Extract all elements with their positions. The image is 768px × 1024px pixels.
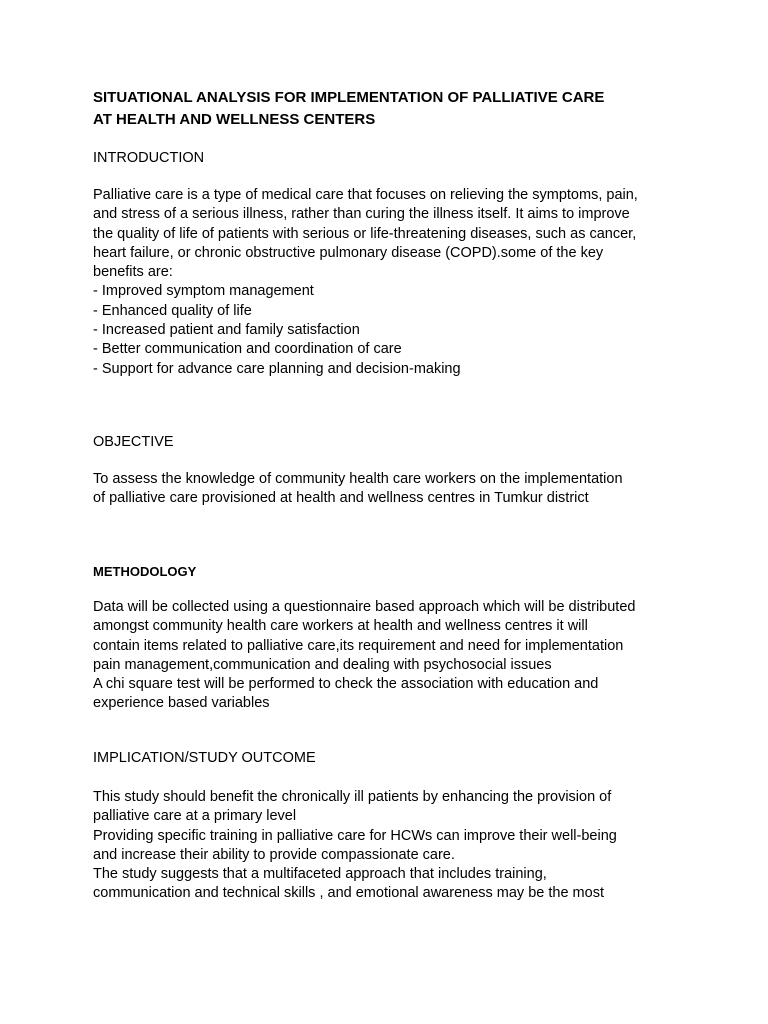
introduction-line: benefits are: — [93, 264, 173, 281]
methodology-line: amongst community health care workers at health and wellness centres it will — [93, 618, 588, 635]
introduction-line: the quality of life of patients with serious or life-threatening diseases, such as cancer, — [93, 225, 637, 242]
implication-line: and increase their ability to provide compassionate care. — [93, 846, 455, 863]
methodology-line: Data will be collected using a questionnaire based approach which will be distributed — [93, 599, 636, 615]
objective-line: To assess the knowledge of community health care workers on the implementation — [93, 471, 623, 487]
implication-line: Providing specific training in palliative care for HCWs can improve their well-being — [93, 827, 617, 844]
implication-heading: IMPLICATION/STUDY OUTCOME — [93, 750, 316, 766]
introduction-body — [93, 186, 693, 379]
implication-body — [93, 788, 693, 904]
methodology-heading: METHODOLOGY — [93, 564, 197, 579]
implication-line: palliative care at a primary level — [93, 808, 297, 825]
introduction-line: and stress of a serious illness, rather than curing the illness itself. It aims to improve — [93, 206, 630, 223]
title-line: AT HEALTH AND WELLNESS CENTERS — [93, 111, 376, 128]
benefit-list-item: - Increased patient and family satisfaction — [93, 322, 360, 339]
methodology-body — [93, 598, 693, 714]
introduction-heading: INTRODUCTION — [93, 150, 205, 166]
objective-line: of palliative care provisioned at health and wellness centres in Tumkur district — [93, 490, 589, 507]
introduction-line: Palliative care is a type of medical care that focuses on relieving the symptoms, pain, — [93, 187, 638, 203]
objective-body — [93, 470, 693, 509]
implication-line: The study suggests that a multifaceted approach that includes training, — [93, 866, 547, 883]
implication-line: This study should benefit the chronically ill patients by enhancing the provision of — [93, 789, 612, 805]
methodology-line: experience based variables — [93, 695, 270, 712]
benefit-list-item: - Improved symptom management — [93, 283, 314, 300]
benefit-list-item: - Enhanced quality of life — [93, 302, 252, 319]
implication-line: communication and technical skills , and emotional awareness may be the most — [93, 885, 604, 902]
introduction-line: heart failure, or chronic obstructive pulmonary disease (COPD).some of the key — [93, 244, 604, 261]
title-line: SITUATIONAL ANALYSIS FOR IMPLEMENTATION OF PALLIATIVE CARE — [93, 89, 605, 106]
methodology-line: pain management,communication and dealing with psychosocial issues — [93, 656, 552, 673]
benefit-list-item: - Support for advance care planning and decision-making — [93, 360, 461, 377]
benefit-list-item: - Better communication and coordination of care — [93, 341, 402, 358]
document-title — [93, 87, 693, 131]
objective-heading: OBJECTIVE — [93, 434, 174, 450]
methodology-line: A chi square test will be performed to check the association with education and — [93, 676, 599, 693]
methodology-line: contain items related to palliative care,its requirement and need for implementation — [93, 637, 624, 654]
